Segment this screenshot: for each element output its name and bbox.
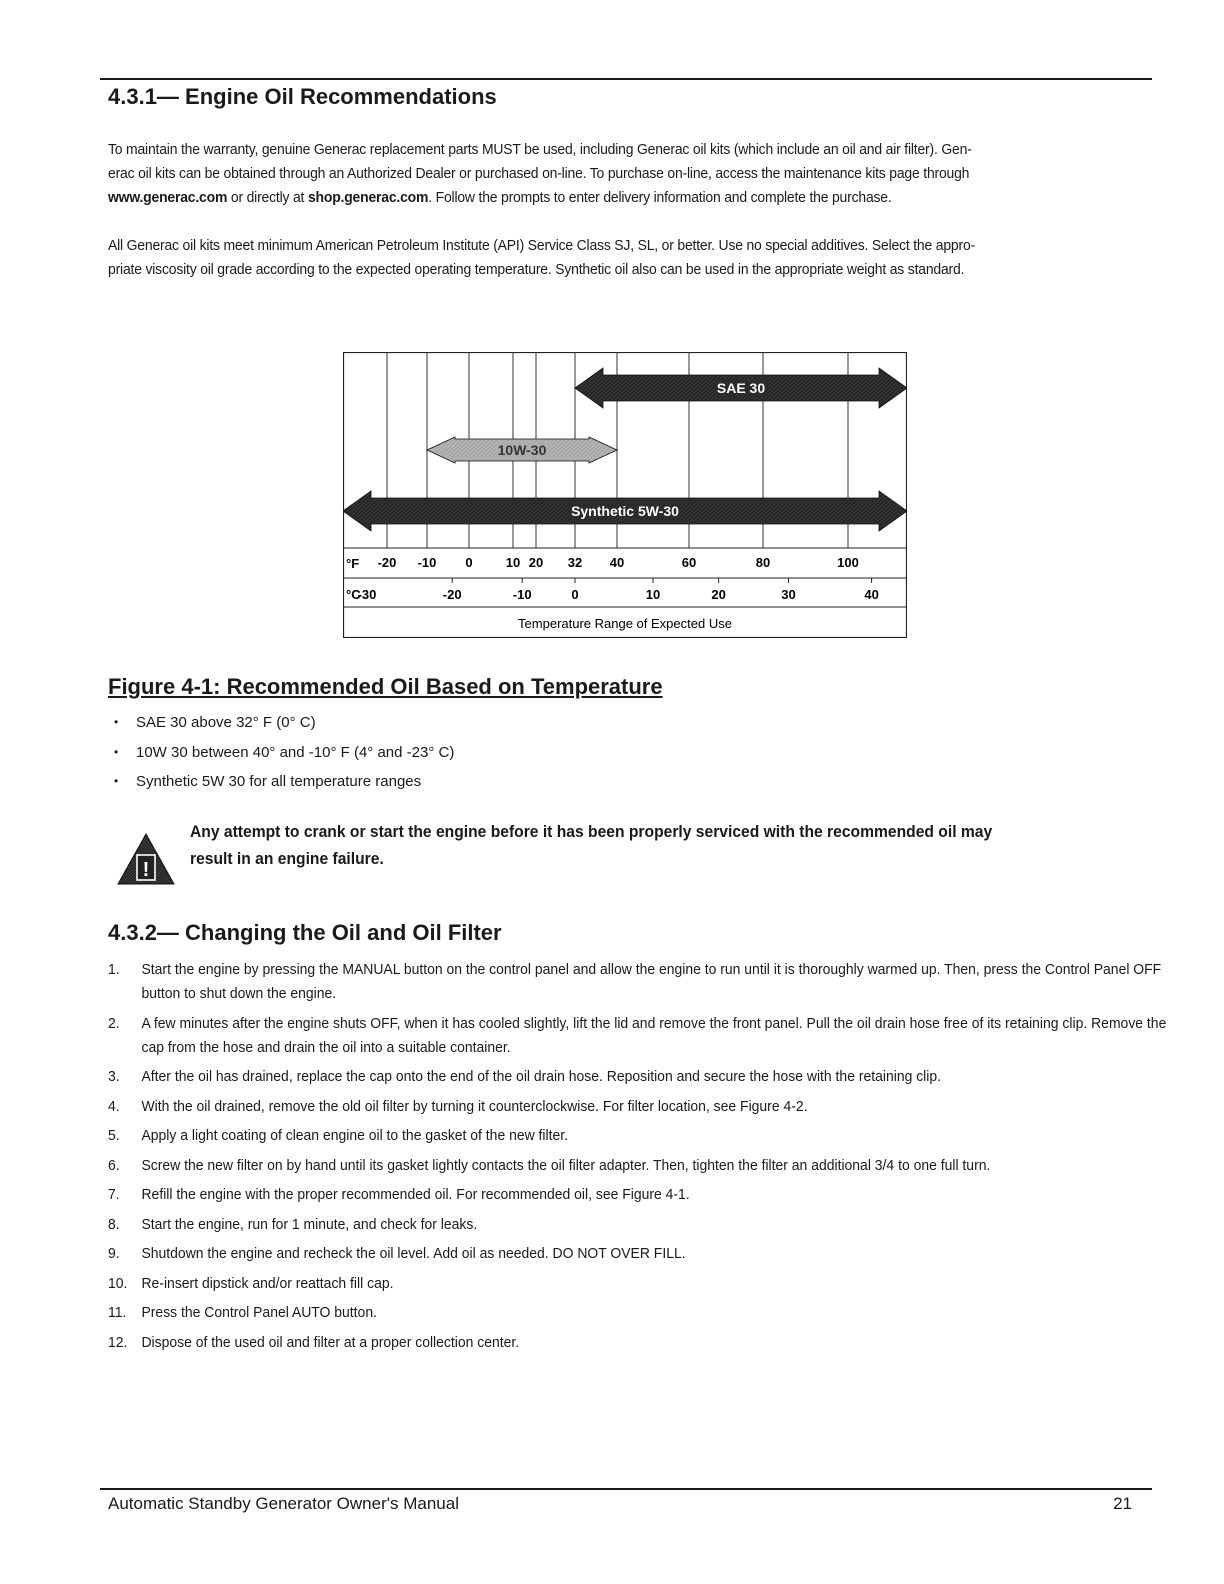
f-tick-label: 40 [609,555,625,570]
list-item: 12. Dispose of the used oil and filter at a proper collection center. [108,1333,520,1351]
list-item: 10. Re-insert dipstick and/or reattach fill cap. [108,1274,394,1292]
list-item: 9. Shutdown the engine and recheck the oil level. Add oil as needed. DO NOT OVER FILL. [108,1245,686,1262]
paragraph-api: All Generac oil kits meet minimum American Petroleum Institute (API) Service Class SJ, SL, or better. Use no special additives. Select the appro- priate viscosity oil grade according to the expected operating temperature. Synthetic oil also can be used in the appropriate weight as standard. [108,237,975,278]
link-shop-generac[interactable]: shop.generac.com [307,189,429,206]
c-tick-label: 0 [571,587,579,602]
f-tick-label: 32 [567,555,583,570]
c-tick-label: 10 [645,587,661,602]
top-rule [100,78,1152,80]
list-item: • Synthetic 5W 30 for all temperature ranges [114,773,422,790]
f-tick-label: 100 [837,555,859,570]
bar-label-10w-30: 10W-30 [497,442,547,458]
c-tick-label: -10 [512,587,532,602]
section-heading-oil-recommendations: 4.3.1— Engine Oil Recommendations [108,84,497,109]
list-item: 5. Apply a light coating of clean engine oil to the gasket of the new filter. [108,1127,569,1144]
c-tick-label: 40 [864,587,879,602]
bar-label-sae-30: SAE 30 [716,380,766,396]
oil-bullet-list [108,708,454,797]
page-number: 21 [1113,1494,1132,1513]
list-item: 8. Start the engine, run for 1 minute, and check for leaks. [108,1215,478,1233]
c-tick-label: -30 [357,587,377,602]
f-tick-label: 0 [465,555,473,570]
link-generac[interactable]: www.generac.com [108,189,228,206]
list-item: 7. Refill the engine with the proper recommended oil. For recommended oil, see Figure 4-1. [108,1186,690,1203]
list-item: 3. After the oil has drained, replace the cap onto the end of the oil drain hose. Reposition and secure the hose with the retaining clip. [108,1068,942,1085]
list-item: 6. Screw the new filter on by hand until its gasket lightly contacts the oil filter adapter. Then, tighten the filter an additional 3/4 to one full turn. [108,1156,991,1174]
c-tick-label: 20 [711,587,726,602]
list-item: 4. With the oil drained, remove the old oil filter by turning it counterclockwise. For filter location, see Figure 4-2. [108,1097,808,1115]
f-unit-label: °F [346,556,360,571]
f-tick-label: 20 [528,555,544,570]
x-axis-label: Temperature Range of Expected Use [518,616,732,631]
list-item: • 10W 30 between 40° and -10° F (4° and -23° C) [114,743,455,761]
f-tick-label: -10 [417,555,437,570]
warning-message: Any attempt to crank or start the engine before it has been properly serviced with the recommended oil may result in an engine failure. [190,822,993,868]
warning-icon [116,832,176,886]
oil-temperature-chart [343,352,907,638]
f-tick-label: 80 [755,555,771,570]
footer-title: Automatic Standby Generator Owner's Manual [108,1494,459,1513]
paragraph-warranty: To maintain the warranty, genuine Generac replacement parts MUST be used, including Generac oil kits (which include an oil and air filter). Gen- erac oil kits can be obtained through an Authorized Dealer or purchased on-line. To purchase on-line, access the maintenance kits page through www.generac.com or directly at shop.generac.com. Follow the prompts to enter delivery information and complete the purchase. [108,141,972,206]
bar-label-synthetic-5w-30: Synthetic 5W-30 [571,503,679,519]
f-tick-label: -20 [377,555,397,570]
f-tick-label: 60 [681,555,697,570]
c-tick-label: -20 [442,587,462,602]
svg-text:!: ! [142,859,150,881]
oil-change-steps [108,958,1224,1360]
figure-caption: Figure 4-1: Recommended Oil Based on Temperature [108,674,663,699]
list-item: • SAE 30 above 32° F (0° C) [114,714,316,731]
list-item: 2. A few minutes after the engine shuts OFF, when it has cooled slightly, lift the lid and remove the front panel. Pull the oil drain hose free of its retaining clip. Remove the cap from the hose and drain the oil into a suitable container. [108,1014,1167,1056]
footer-rule [100,1488,1152,1490]
list-item: 11. Press the Control Panel AUTO button. [108,1304,377,1321]
c-unit-label: °C [346,587,361,602]
f-tick-label: 10 [505,555,521,570]
c-tick-label: 30 [781,587,796,602]
section-heading-changing-oil: 4.3.2— Changing the Oil and Oil Filter [108,920,502,945]
list-item: 1. Start the engine by pressing the MANUAL button on the control panel and allow the engine to run until it is thoroughly warmed up. Then, press the Control Panel OFF button to shut down the engine. [108,961,1162,1002]
